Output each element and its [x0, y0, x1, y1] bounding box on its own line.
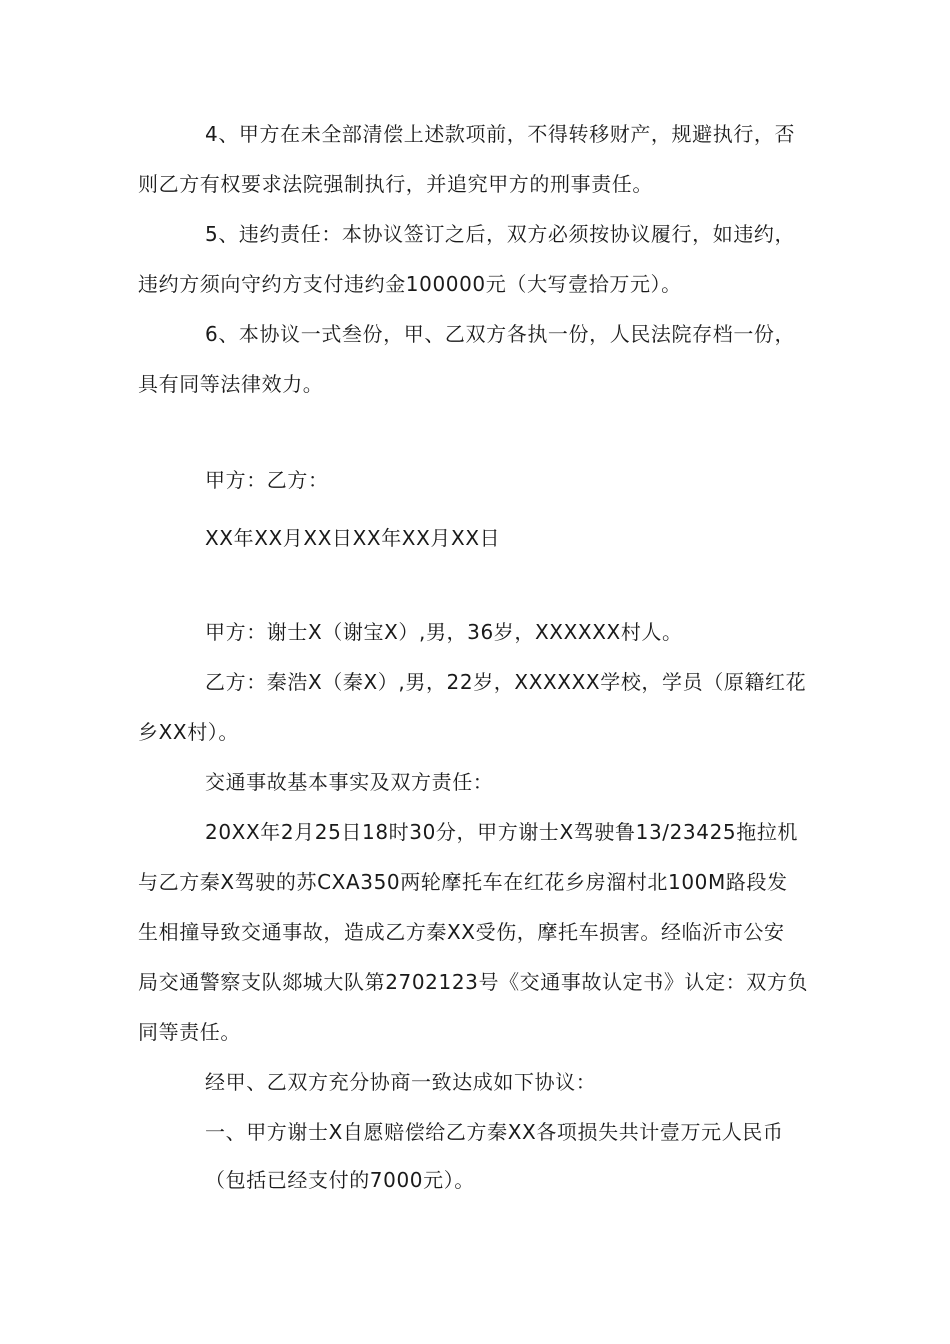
item-1-line-2: （包括已经支付的7000元）。: [205, 1168, 475, 1192]
signature-dates: XX年XX月XX日XX年XX月XX日: [205, 526, 501, 550]
clause-5-line-1: 5、违约责任：本协议签订之后，双方必须按协议履行，如违约，: [205, 222, 796, 246]
facts-line-4: 局交通警察支队郯城大队第2702123号《交通事故认定书》认定：双方负: [138, 970, 809, 994]
signature-parties: 甲方：乙方：: [205, 468, 329, 492]
facts-line-2: 与乙方秦X驾驶的苏CXA350两轮摩托车在红花乡房溜村北100M路段发: [138, 870, 788, 894]
clause-5-line-2: 违约方须向守约方支付违约金100000元（大写壹拾万元）。: [138, 272, 682, 296]
facts-heading: 交通事故基本事实及双方责任：: [205, 770, 494, 794]
facts-line-1: 20XX年2月25日18时30分，甲方谢士X驾驶鲁13/23425拖拉机: [205, 820, 799, 844]
party-b-info-line-1: 乙方：秦浩X（秦X）,男，22岁，XXXXXX学校，学员（原籍红花: [205, 670, 807, 694]
clause-4-line-1: 4、甲方在未全部清偿上述款项前，不得转移财产，规避执行，否: [205, 122, 796, 146]
clause-6-line-2: 具有同等法律效力。: [138, 372, 324, 396]
clause-4-line-2: 则乙方有权要求法院强制执行，并追究甲方的刑事责任。: [138, 172, 653, 196]
party-a-info: 甲方：谢士X（谢宝X）,男，36岁，XXXXXX村人。: [205, 620, 683, 644]
party-b-info-line-2: 乡XX村）。: [138, 720, 240, 744]
facts-line-3: 生相撞导致交通事故，造成乙方秦XX受伤，摩托车损害。经临沂市公安: [138, 920, 785, 944]
facts-line-5: 同等责任。: [138, 1020, 241, 1044]
clause-6-line-1: 6、本协议一式叁份，甲、乙双方各执一份，人民法院存档一份，: [205, 322, 796, 346]
item-1-line-1: 一、甲方谢士X自愿赔偿给乙方秦XX各项损失共计壹万元人民币: [205, 1120, 784, 1144]
agreement-intro: 经甲、乙双方充分协商一致达成如下协议：: [205, 1070, 597, 1094]
